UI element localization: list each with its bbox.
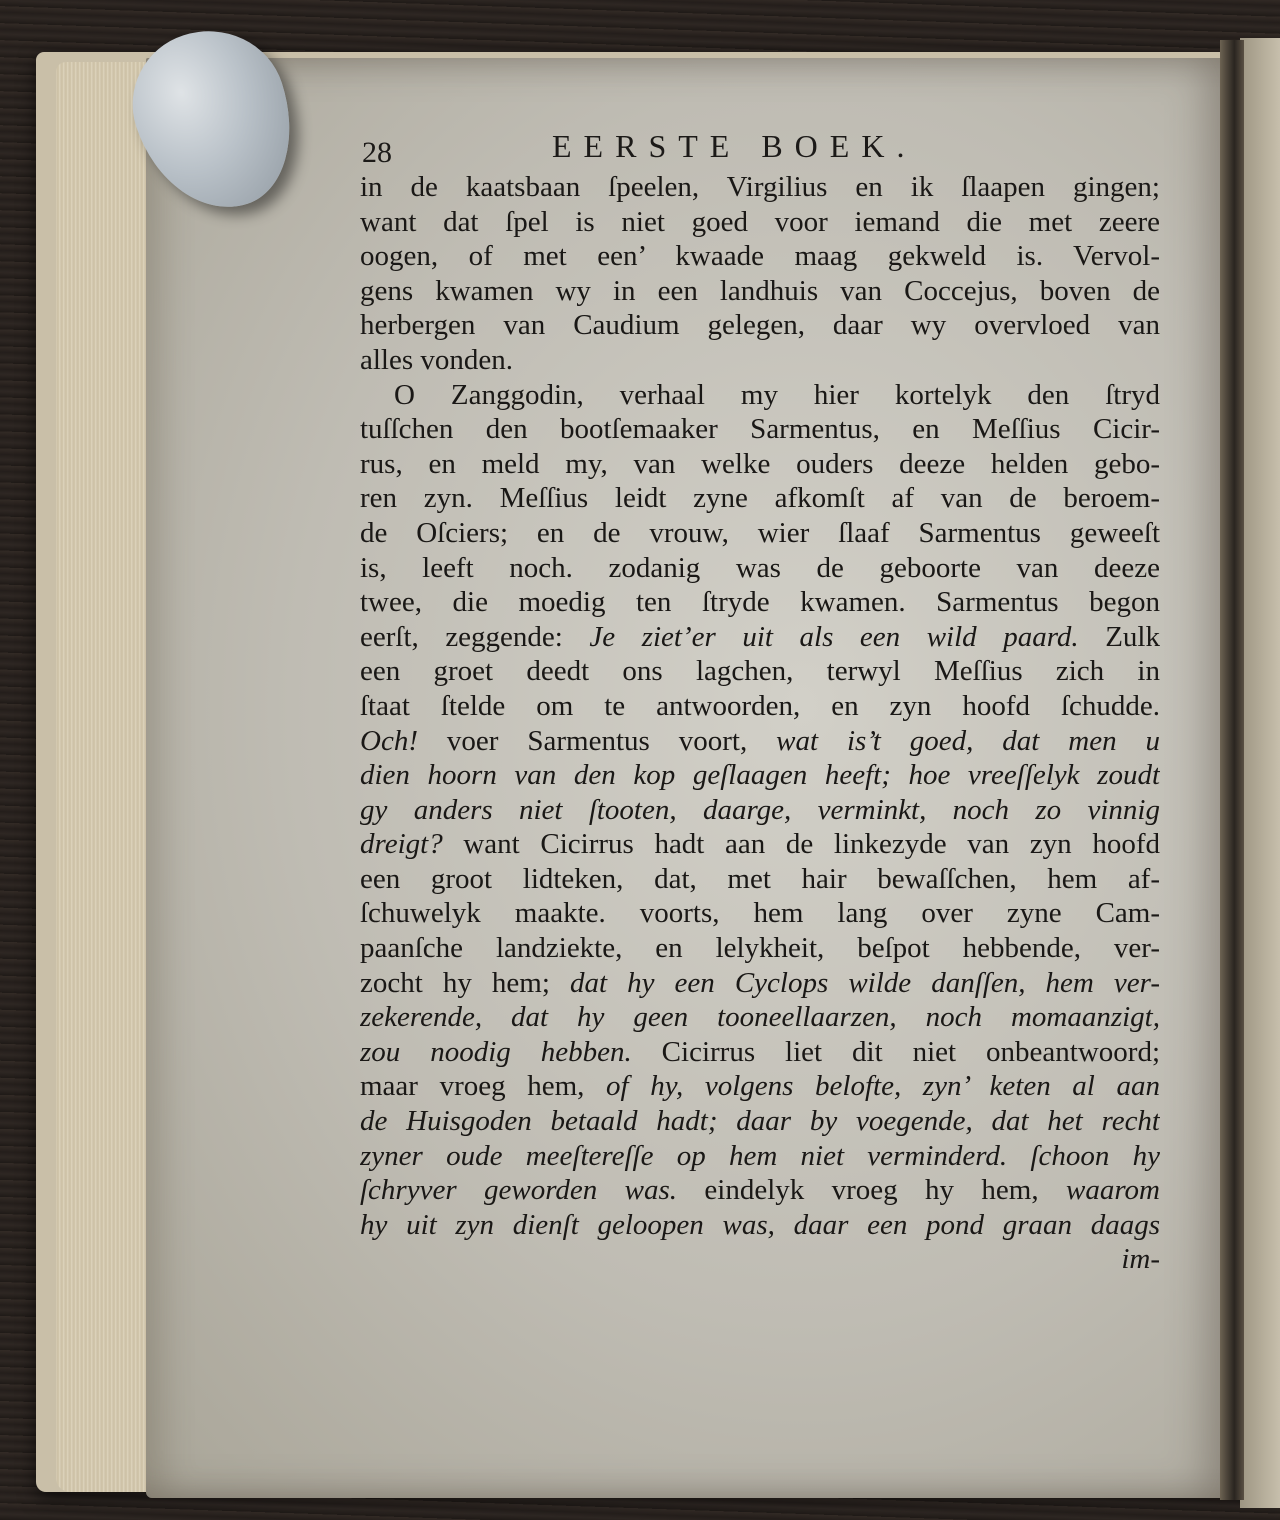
italic-segment: dien hoorn van den kop geſlaagen heeft; hoe vreeſſelyk zoudt xyxy=(360,759,1160,792)
text-line xyxy=(360,1173,1160,1208)
text-segment: een groot lidteken, dat, met hair bewaſſchen, hem af- xyxy=(360,862,1160,895)
italic-segment: of hy, volgens belofte, zyn’ keten al aan xyxy=(606,1070,1160,1103)
book-gutter xyxy=(1220,40,1244,1500)
text-line xyxy=(360,1242,1160,1277)
text-line xyxy=(360,724,1160,759)
italic-segment: zyner oude meeſtereſſe op hem niet verminderd. ſchoon hy xyxy=(360,1139,1160,1172)
text-line xyxy=(360,689,1160,724)
text-line xyxy=(360,966,1160,1001)
text-line xyxy=(360,1208,1160,1243)
italic-segment: Och! xyxy=(360,724,418,757)
text-line xyxy=(360,793,1160,828)
text-segment: voer Sarmentus voort, xyxy=(417,724,777,757)
text-line xyxy=(360,378,1160,413)
text-segment: herbergen van Caudium gelegen, daar wy overvloed van xyxy=(360,309,1160,342)
text-segment: eerſt, zeggende: xyxy=(360,620,590,653)
italic-segment: zou noodig hebben. xyxy=(360,1035,632,1068)
italic-segment: waarom xyxy=(1066,1174,1160,1207)
text-line xyxy=(360,1104,1160,1139)
text-segment: Zulk xyxy=(1078,620,1160,653)
text-line xyxy=(360,1069,1160,1104)
text-segment: want dat ſpel is niet goed voor iemand die met zeere xyxy=(360,205,1160,238)
italic-segment: ſchryver geworden was. xyxy=(360,1174,678,1207)
text-segment: tuſſchen den bootſemaaker Sarmentus, en Meſſius Cicir- xyxy=(360,413,1160,446)
text-line xyxy=(360,654,1160,689)
text-segment: gens kwamen wy in een landhuis van Coccejus, boven de xyxy=(360,274,1160,307)
text-line xyxy=(360,1139,1160,1174)
text-line xyxy=(360,274,1160,309)
text-segment: Cicirrus liet dit niet onbeantwoord; xyxy=(631,1035,1160,1068)
text-segment: de Oſciers; en de vrouw, wier ſlaaf Sarmentus geweeſt xyxy=(360,516,1160,549)
text-segment: zocht hy hem; xyxy=(360,966,570,999)
text-line xyxy=(360,758,1160,793)
text-line xyxy=(360,308,1160,343)
text-segment: paanſche landziekte, en lelykheit, beſpot hebbende, ver- xyxy=(360,932,1160,965)
text-segment: twee, die moedig ten ſtryde kwamen. Sarmentus begon xyxy=(360,586,1160,619)
text-line xyxy=(360,412,1160,447)
facing-page-edge xyxy=(1240,38,1280,1508)
text-line xyxy=(360,931,1160,966)
text-segment: maar vroeg hem, xyxy=(360,1070,607,1103)
text-segment: ſchuwelyk maakte. voorts, hem lang over zyne Cam- xyxy=(360,897,1160,930)
italic-segment: dat hy een Cyclops wilde danſſen, hem ver- xyxy=(569,966,1160,999)
italic-segment: hy uit zyn dienſt geloopen was, daar een pond graan daags xyxy=(360,1208,1160,1241)
text-segment: ren zyn. Meſſius leidt zyne afkomſt af van de beroem- xyxy=(360,482,1160,515)
italic-segment: Je ziet’er uit als een wild paard. xyxy=(589,620,1079,653)
italic-segment: zekerende, dat hy geen tooneellaarzen, noch momaanzigt, xyxy=(360,1001,1160,1034)
text-segment: alles vonden. xyxy=(360,343,514,376)
text-segment: een groet deedt ons lagchen, terwyl Meſſius zich in xyxy=(360,655,1160,688)
text-segment: O Zanggodin, verhaal my hier kortelyk den ſtryd xyxy=(394,378,1160,411)
text-segment: rus, en meld my, van welke ouders deeze helden gebo- xyxy=(360,447,1160,480)
italic-segment: de Huisgoden betaald hadt; daar by voegende, dat het recht xyxy=(360,1105,1160,1138)
text-line xyxy=(360,551,1160,586)
text-line xyxy=(360,205,1160,240)
page-header xyxy=(362,128,1162,172)
text-segment: in de kaatsbaan ſpeelen, Virgilius en ik ſlaapen gingen; xyxy=(360,171,1160,203)
text-line xyxy=(360,516,1160,551)
italic-segment: gy anders niet ſtooten, daarge, verminkt, noch zo vinnig xyxy=(360,793,1160,826)
text-line xyxy=(360,170,1160,205)
text-segment: is, leeft noch. zodanig was de geboorte van deeze xyxy=(360,551,1160,584)
italic-segment: dreigt? xyxy=(360,828,443,861)
text-segment: ſtaat ſtelde om te antwoorden, en zyn hoofd ſchudde. xyxy=(360,689,1160,722)
text-segment: oogen, of met een’ kwaade maag gekweld is. Vervol- xyxy=(360,240,1160,273)
text-line xyxy=(360,1000,1160,1035)
text-segment: want Cicirrus hadt aan de linkezyde van zyn hoofd xyxy=(442,828,1160,861)
text-line xyxy=(360,239,1160,274)
running-head: EERSTE BOEK. xyxy=(552,128,917,164)
body-text xyxy=(360,170,1160,1277)
text-line xyxy=(360,896,1160,931)
text-line xyxy=(360,447,1160,482)
text-line xyxy=(360,827,1160,862)
text-line xyxy=(360,862,1160,897)
page-number: 28 xyxy=(362,136,392,169)
text-segment: eindelyk vroeg hy hem, xyxy=(677,1174,1066,1207)
text-line xyxy=(360,481,1160,516)
text-line xyxy=(360,1035,1160,1070)
text-line xyxy=(360,585,1160,620)
italic-segment: wat is’t goed, dat men u xyxy=(776,724,1160,757)
text-line xyxy=(360,343,1160,378)
italic-segment: im- xyxy=(1121,1243,1160,1276)
text-line xyxy=(360,620,1160,655)
page-edges xyxy=(56,62,146,1492)
